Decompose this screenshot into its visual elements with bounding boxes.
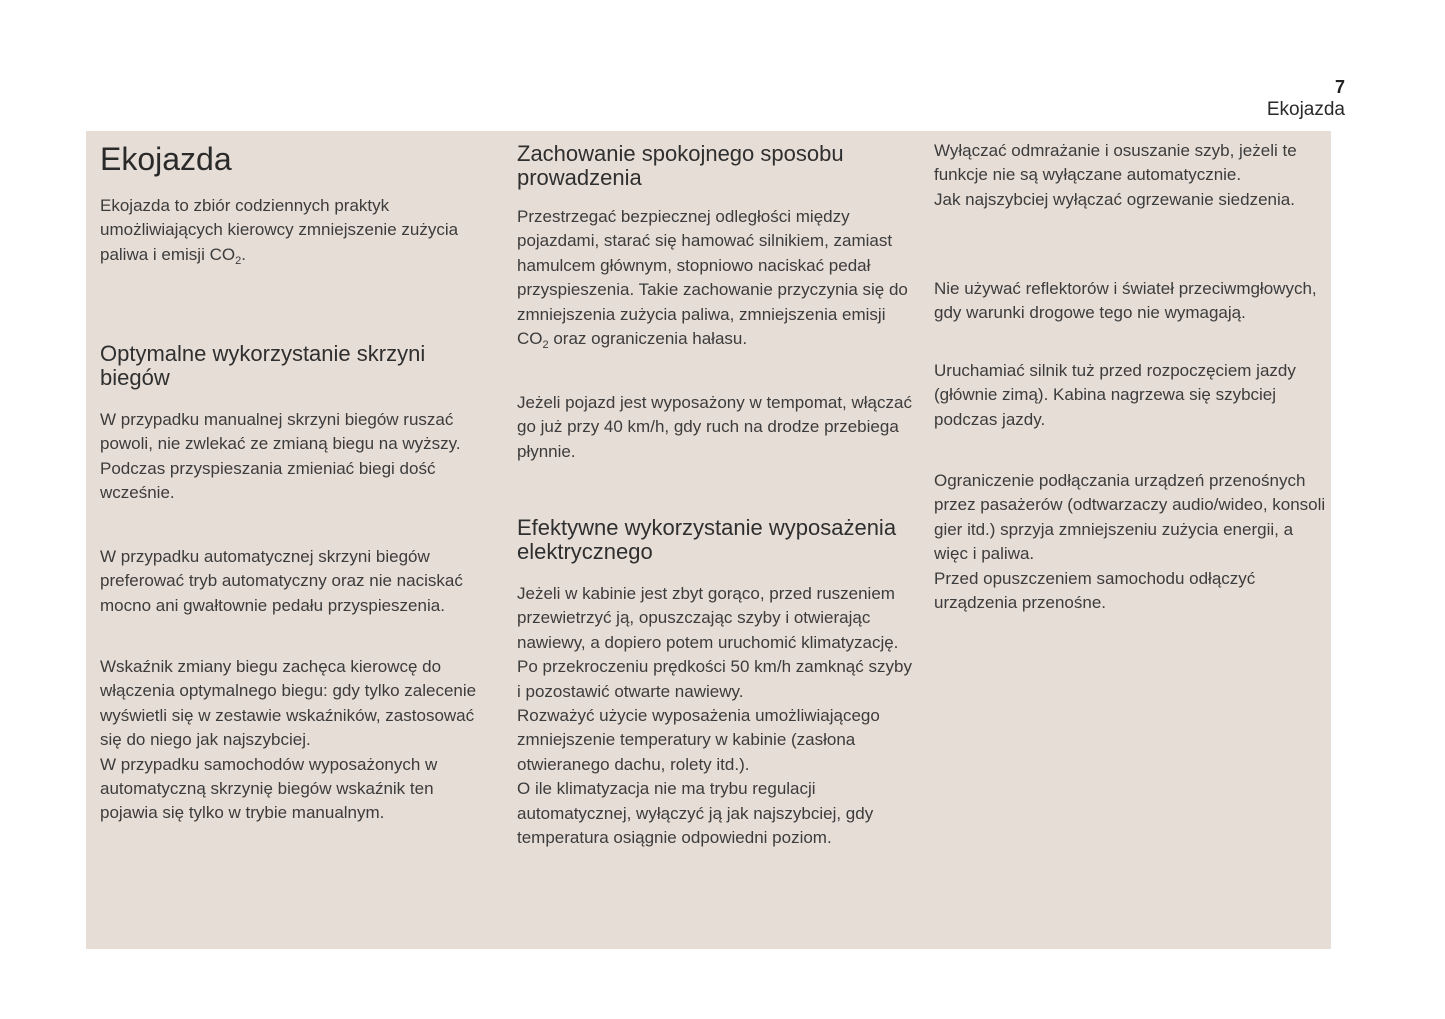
paragraph-electrical-part2: Po przekroczeniu prędkości 50 km/h zamknąć szyby i pozostawić otwarte nawiewy.: [517, 657, 912, 701]
page-title: Ekojazda: [100, 141, 232, 177]
page-number: 7: [1334, 77, 1345, 97]
page-header: [1267, 76, 1345, 122]
intro-text-end: .: [241, 244, 246, 264]
paragraph-electrical: [517, 582, 912, 850]
section-heading-gearbox: Optymalne wykorzystanie skrzyni biegów: [100, 341, 426, 390]
paragraph-electrical-part1: Jeżeli w kabinie jest zbyt gorąco, przed ruszeniem przewietrzyć ją, opuszczając szyby i otwierając nawiewy, a dopiero potem uruchomić klimatyzację.: [517, 584, 899, 652]
paragraph-electrical-part4: O ile klimatyzacja nie ma trybu regulacji automatycznej, wyłączyć ją jak najszybciej, gdy temperatura osiągnie odpowiedni poziom.: [517, 779, 874, 848]
paragraph-engine-start: Uruchamiać silnik tuż przed rozpoczęciem jazdy (głównie zimą). Kabina nagrzewa się szybciej podczas jazdy.: [934, 361, 1296, 429]
paragraph-manual-gearbox: W przypadku manualnej skrzyni biegów ruszać powoli, nie zwlekać ze zmianą biegu na wyższy. Podczas przyspieszania zmieniać biegi dość wcześnie.: [100, 410, 461, 503]
content-panel: [86, 131, 1331, 949]
paragraph-defrost: [934, 139, 1326, 212]
header-section-title: Ekojazda: [1266, 99, 1345, 120]
paragraph-portable-devices: [934, 469, 1326, 615]
paragraph-portable-devices-part1: Ograniczenie podłączania urządzeń przenośnych przez pasażerów (odtwarzaczy audio/wideo, konsoli gier itd.) sprzyja zmniejszeniu zużycia energii, a więc i paliwa.: [934, 471, 1326, 564]
paragraph-gear-indicator: [100, 655, 492, 826]
intro-paragraph: [100, 194, 492, 267]
section-heading-calm-driving: Zachowanie spokojnego sposobu prowadzenia: [517, 141, 844, 190]
paragraph-fog-lights: Nie używać reflektorów i świateł przeciwmgłowych, gdy warunki drogowe tego nie wymagają.: [934, 279, 1317, 323]
intro-subscript: 2: [235, 254, 242, 267]
paragraph-gear-indicator-part1: Wskaźnik zmiany biegu zachęca kierowcę do włączenia optymalnego biegu: gdy tylko zalecenie wyświetli się w zestawie wskaźników, zastosować się do niego jak najszybciej.: [100, 657, 477, 750]
paragraph-gear-indicator-part2: W przypadku samochodów wyposażonych w automatyczną skrzynię biegów wskaźnik ten pojawia się tylko w trybie manualnym.: [100, 754, 438, 823]
section-heading-electrical: Efektywne wykorzystanie wyposażenia elektrycznego: [517, 515, 897, 564]
calm-driving-subscript: 2: [542, 339, 549, 352]
intro-text: Ekojazda to zbiór codziennych praktyk umożliwiających kierowcy zmniejszenie zużycia paliwa i emisji CO: [100, 196, 459, 264]
paragraph-cruise-control: Jeżeli pojazd jest wyposażony w tempomat, włączać go już przy 40 km/h, gdy ruch na drodze przebiega płynnie.: [517, 393, 912, 461]
paragraph-electrical-part3: Rozważyć użycie wyposażenia umożliwiającego zmniejszenie temperatury w kabinie (zasłona otwieranego dachu, rolety itd.).: [517, 706, 880, 774]
paragraph-calm-driving: [517, 205, 912, 351]
paragraph-defrost-part2: Jak najszybciej wyłączać ogrzewanie siedzenia.: [934, 189, 1295, 209]
paragraph-automatic-gearbox: W przypadku automatycznej skrzyni biegów preferować tryb automatyczny oraz nie naciskać mocno ani gwałtownie pedału przyspieszenia.: [100, 547, 463, 615]
calm-driving-text-end: oraz ograniczenia hałasu.: [548, 329, 748, 349]
calm-driving-text: Przestrzegać bezpiecznej odległości między pojazdami, starać się hamować silnikiem, zamiast hamulcem głównym, stopniowo naciskać pedał przyspieszenia. Takie zachowanie przyczynia się do zmniejszenia zużycia paliwa, zmniejszenia emisji CO: [517, 207, 908, 349]
paragraph-defrost-part1: Wyłączać odmrażanie i osuszanie szyb, jeżeli te funkcje nie są wyłączane automatycznie.: [934, 141, 1297, 185]
paragraph-portable-devices-part2: Przed opuszczeniem samochodu odłączyć urządzenia przenośne.: [934, 568, 1256, 613]
